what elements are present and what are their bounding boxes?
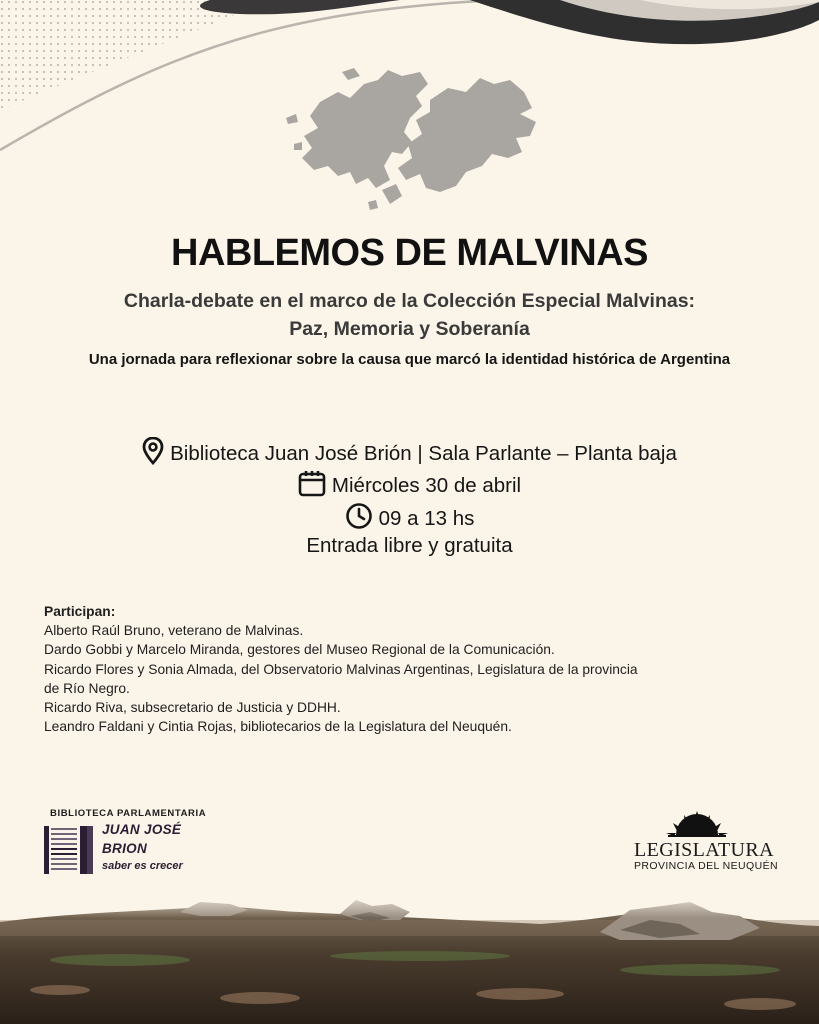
biblioteca-logo-name-1: JUAN JOSÉ [102, 822, 182, 837]
location-pin-icon [142, 437, 164, 471]
participant-line: Ricardo Riva, subsecretario de Justicia y DDHH. [44, 700, 341, 716]
event-location-text: Biblioteca Juan José Brión | Sala Parlante – Planta baja [170, 442, 677, 465]
subtitle-line-2: Paz, Memoria y Soberanía [289, 318, 530, 340]
event-time-text: 09 a 13 hs [378, 507, 475, 530]
participant-line: Ricardo Flores y Sonia Almada, del Observatorio Malvinas Argentinas, Legislatura de la provincia [44, 661, 638, 677]
participant-line: Dardo Gobbi y Marcelo Miranda, gestores del Museo Regional de la Comunicación. [44, 642, 555, 658]
event-date-text: Miércoles 30 de abril [331, 474, 522, 497]
legislatura-logo-name: LEGISLATURA [634, 839, 774, 861]
malvinas-map-silhouette [280, 62, 550, 217]
participant-line: Leandro Faldani y Cintia Rojas, bibliotecarios de la Legislatura del Neuquén. [44, 719, 512, 735]
biblioteca-logo-name-2: BRION [102, 841, 147, 856]
calendar-icon [298, 469, 326, 503]
participants-block [44, 602, 804, 736]
event-time [0, 502, 819, 536]
event-location [0, 437, 819, 471]
legislatura-logo-province: PROVINCIA DEL NEUQUÉN [634, 860, 778, 872]
landscape-photo [0, 890, 819, 1024]
clock-icon [345, 502, 373, 536]
participants-heading: Participan: [44, 604, 116, 619]
tagline: Una jornada para reflexionar sobre la causa que marcó la identidad histórica de Argentina [88, 351, 731, 368]
event-date [0, 469, 819, 503]
page-title: HABLEMOS DE MALVINAS [171, 232, 648, 274]
participant-line: Alberto Raúl Bruno, veterano de Malvinas. [44, 623, 304, 639]
biblioteca-logo-slogan: saber es crecer [102, 860, 183, 872]
event-entry: Entrada libre y gratuita [306, 534, 513, 557]
legislatura-sun-icon [662, 811, 732, 837]
biblioteca-logo-top: BIBLIOTECA PARLAMENTARIA [50, 808, 207, 819]
participant-line: de Río Negro. [44, 680, 130, 696]
subtitle-line-1: Charla-debate en el marco de la Colección Especial Malvinas: [123, 290, 696, 312]
